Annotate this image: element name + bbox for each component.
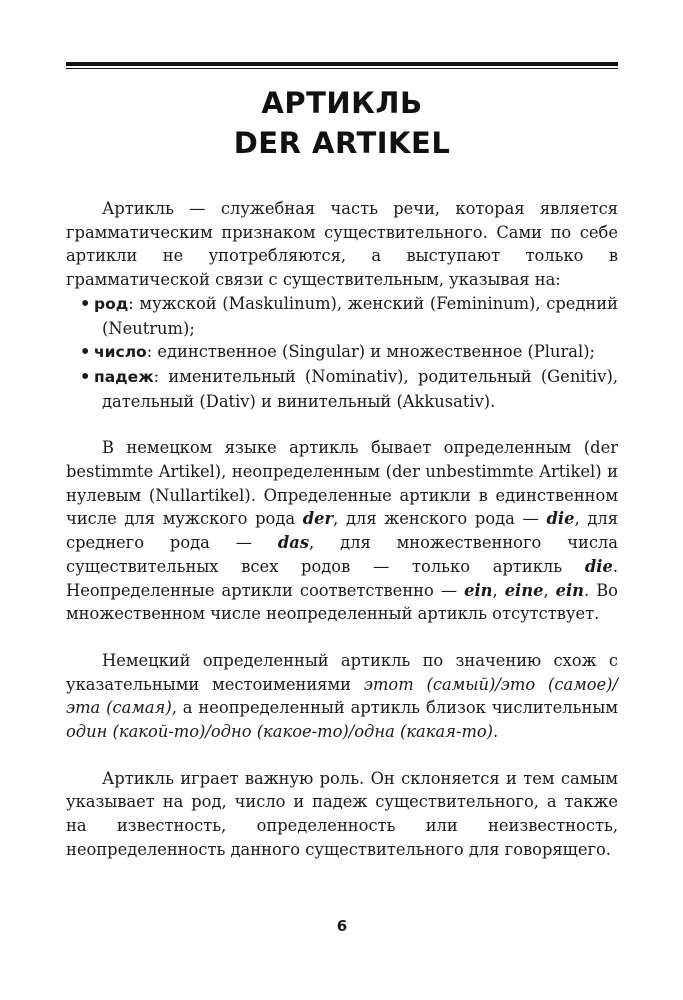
bullet-icon: • [80, 342, 91, 362]
page-title-russian: АРТИКЛЬ [261, 86, 423, 120]
paragraph-gap [66, 744, 618, 767]
list-item-number [66, 340, 618, 365]
article-der: der [302, 509, 334, 529]
article-das: das [277, 533, 310, 553]
text-run: , для среднего рода — [66, 509, 618, 553]
numeral-examples: один (какой-то)/одно (какое-то)/одна (какая-то) [66, 722, 494, 742]
bullet-icon: • [80, 366, 91, 386]
text-run: . [493, 722, 499, 742]
text-run: , а неопределенный артикль близок числительным [171, 698, 618, 718]
text-run: Немецкий определенный артикль по значению схож с указательными местоимениями [66, 650, 618, 694]
list-item-text: : единственное (Singular) и множественное (Plural); [146, 342, 596, 362]
article-die: die [546, 509, 575, 529]
list-item-term: род [94, 294, 129, 313]
paragraph-gap [66, 626, 618, 649]
article-die-plural: die [584, 556, 613, 576]
text-run: , для множественного числа существительных всех родов — только артикль [66, 533, 618, 576]
paragraph-role: Артикль играет важную роль. Он склоняется и тем самым указывает на род, число и падеж существительного, а также на известность, определенность или неизвестность, неопределенность данного существительного для говорящего. [66, 768, 618, 859]
text-run: , для женского рода — [333, 509, 547, 529]
page-number: 6 [336, 917, 348, 935]
text-run: . Неопределенные артикли соответственно — [66, 556, 618, 600]
list-item-term: падеж [94, 367, 154, 386]
paragraph-gap [66, 413, 618, 436]
header-rule-thin [66, 68, 618, 69]
demonstrative-pronouns: этот (самый)/это (самое)/эта (самая) [66, 674, 618, 718]
text-run: В немецком языке артикль бывает определенным (der bestimmte Artikel), неопределенным (der unbestimmte Artikel) и нулевым (Nullartikel). Определенные артикли в единственном числе для мужского рода [66, 438, 618, 529]
text-run: , [543, 580, 556, 600]
paragraph-article-types [66, 436, 618, 626]
text-run: , [492, 580, 505, 600]
list-item-term: число [94, 343, 147, 362]
paragraph-comparison [66, 649, 618, 744]
list-item-text: : именительный (Nominativ), родительный (Genitiv), дательный (Dativ) и винительный (Akkusativ). [102, 366, 618, 411]
article-ein: ein [464, 580, 493, 600]
body-text [66, 197, 618, 862]
article-eine: eine [504, 580, 544, 600]
text-run: . Во множественном числе неопределенный артикль отсутствует. [66, 580, 618, 624]
article-ein-neuter: ein [555, 580, 585, 600]
paragraph-intro: Артикль — служебная часть речи, которая является грамматическим признаком существительного. Сами по себе артикли не употребляются, а выступают только в грамматической связи с существительным, указывая на: [66, 199, 618, 290]
feature-list [66, 292, 618, 414]
list-item-case [66, 365, 618, 413]
list-item-gender [66, 292, 618, 340]
page-title-german: DER ARTIKEL [233, 126, 451, 160]
bullet-icon: • [80, 293, 91, 313]
list-item-text: : мужской (Maskulinum), женский (Femininum), средний (Neutrum); [102, 293, 618, 338]
header-rule-thick [66, 62, 618, 66]
